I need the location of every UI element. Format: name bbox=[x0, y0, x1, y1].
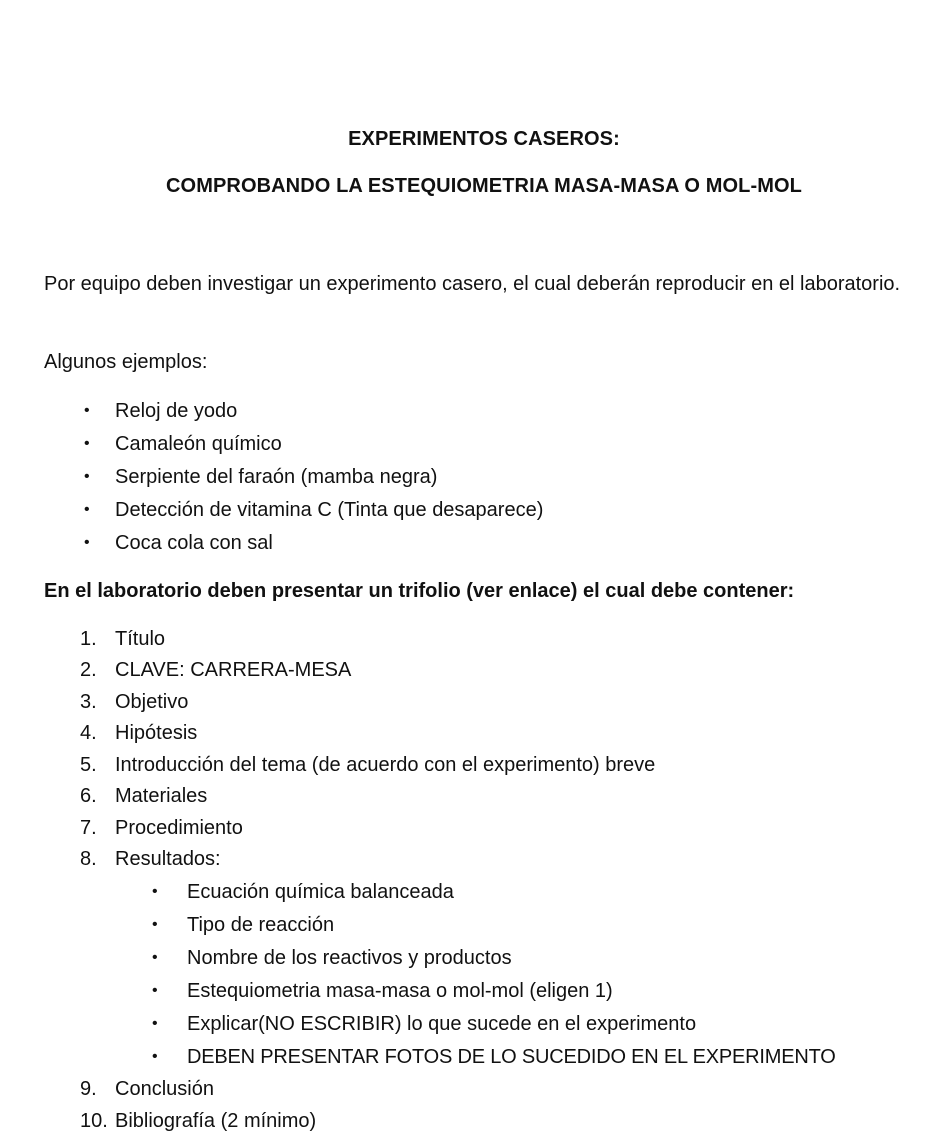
requirement-item: Resultados: bbox=[115, 848, 221, 870]
bullet-icon: • bbox=[84, 534, 90, 551]
results-subitem: Tipo de reacción bbox=[187, 914, 335, 936]
list-number: 6. bbox=[80, 785, 97, 807]
requirement-item: Conclusión bbox=[115, 1078, 214, 1100]
requirement-item: Título bbox=[115, 628, 166, 650]
requirement-item: Procedimiento bbox=[115, 817, 243, 839]
document-subtitle: COMPROBANDO LA ESTEQUIOMETRIA MASA-MASA O MOL-MOL bbox=[166, 175, 802, 197]
results-subitem: Estequiometria masa-masa o mol-mol (eligen 1) bbox=[187, 980, 613, 1002]
bullet-icon: • bbox=[84, 501, 90, 518]
list-number: 5. bbox=[80, 754, 97, 776]
example-item: Reloj de yodo bbox=[115, 400, 238, 422]
list-number: 2. bbox=[80, 659, 97, 681]
example-item: Camaleón químico bbox=[115, 433, 282, 455]
results-subitem: Nombre de los reactivos y productos bbox=[187, 947, 512, 969]
list-number: 4. bbox=[80, 722, 97, 744]
trifolio-instruction: En el laboratorio deben presentar un trifolio (ver enlace) el cual debe contener: bbox=[44, 580, 795, 602]
example-item: Coca cola con sal bbox=[115, 532, 273, 554]
intro-paragraph: Por equipo deben investigar un experimento casero, el cual deberán reproducir en el laboratorio. bbox=[44, 273, 901, 295]
bullet-icon: • bbox=[84, 402, 90, 419]
bullet-icon: • bbox=[152, 1048, 158, 1065]
bullet-icon: • bbox=[152, 883, 158, 900]
list-number: 3. bbox=[80, 691, 97, 713]
example-item: Serpiente del faraón (mamba negra) bbox=[115, 466, 438, 488]
requirement-item: Introducción del tema (de acuerdo con el experimento) breve bbox=[115, 754, 656, 776]
list-number: 9. bbox=[80, 1078, 97, 1100]
list-number: 1. bbox=[80, 628, 97, 650]
list-number: 10. bbox=[80, 1110, 108, 1132]
requirement-item: Bibliografía (2 mínimo) bbox=[115, 1110, 317, 1132]
bullet-icon: • bbox=[152, 916, 158, 933]
requirement-item: Materiales bbox=[115, 785, 208, 807]
requirement-item: Hipótesis bbox=[115, 722, 198, 744]
bullet-icon: • bbox=[152, 1015, 158, 1032]
bullet-icon: • bbox=[84, 435, 90, 452]
bullet-icon: • bbox=[84, 468, 90, 485]
results-subitem: Ecuación química balanceada bbox=[187, 881, 454, 903]
bullet-icon: • bbox=[152, 982, 158, 999]
requirement-item: CLAVE: CARRERA-MESA bbox=[115, 659, 352, 681]
examples-label: Algunos ejemplos: bbox=[44, 351, 208, 373]
document-title: EXPERIMENTOS CASEROS: bbox=[348, 128, 620, 150]
results-subitem: Explicar(NO ESCRIBIR) lo que sucede en el experimento bbox=[187, 1013, 697, 1035]
list-number: 7. bbox=[80, 817, 97, 839]
results-subitem: DEBEN PRESENTAR FOTOS DE LO SUCEDIDO EN EL EXPERIMENTO bbox=[187, 1046, 836, 1068]
list-number: 8. bbox=[80, 848, 97, 870]
example-item: Detección de vitamina C (Tinta que desaparece) bbox=[115, 499, 544, 521]
bullet-icon: • bbox=[152, 949, 158, 966]
requirement-item: Objetivo bbox=[115, 691, 189, 713]
